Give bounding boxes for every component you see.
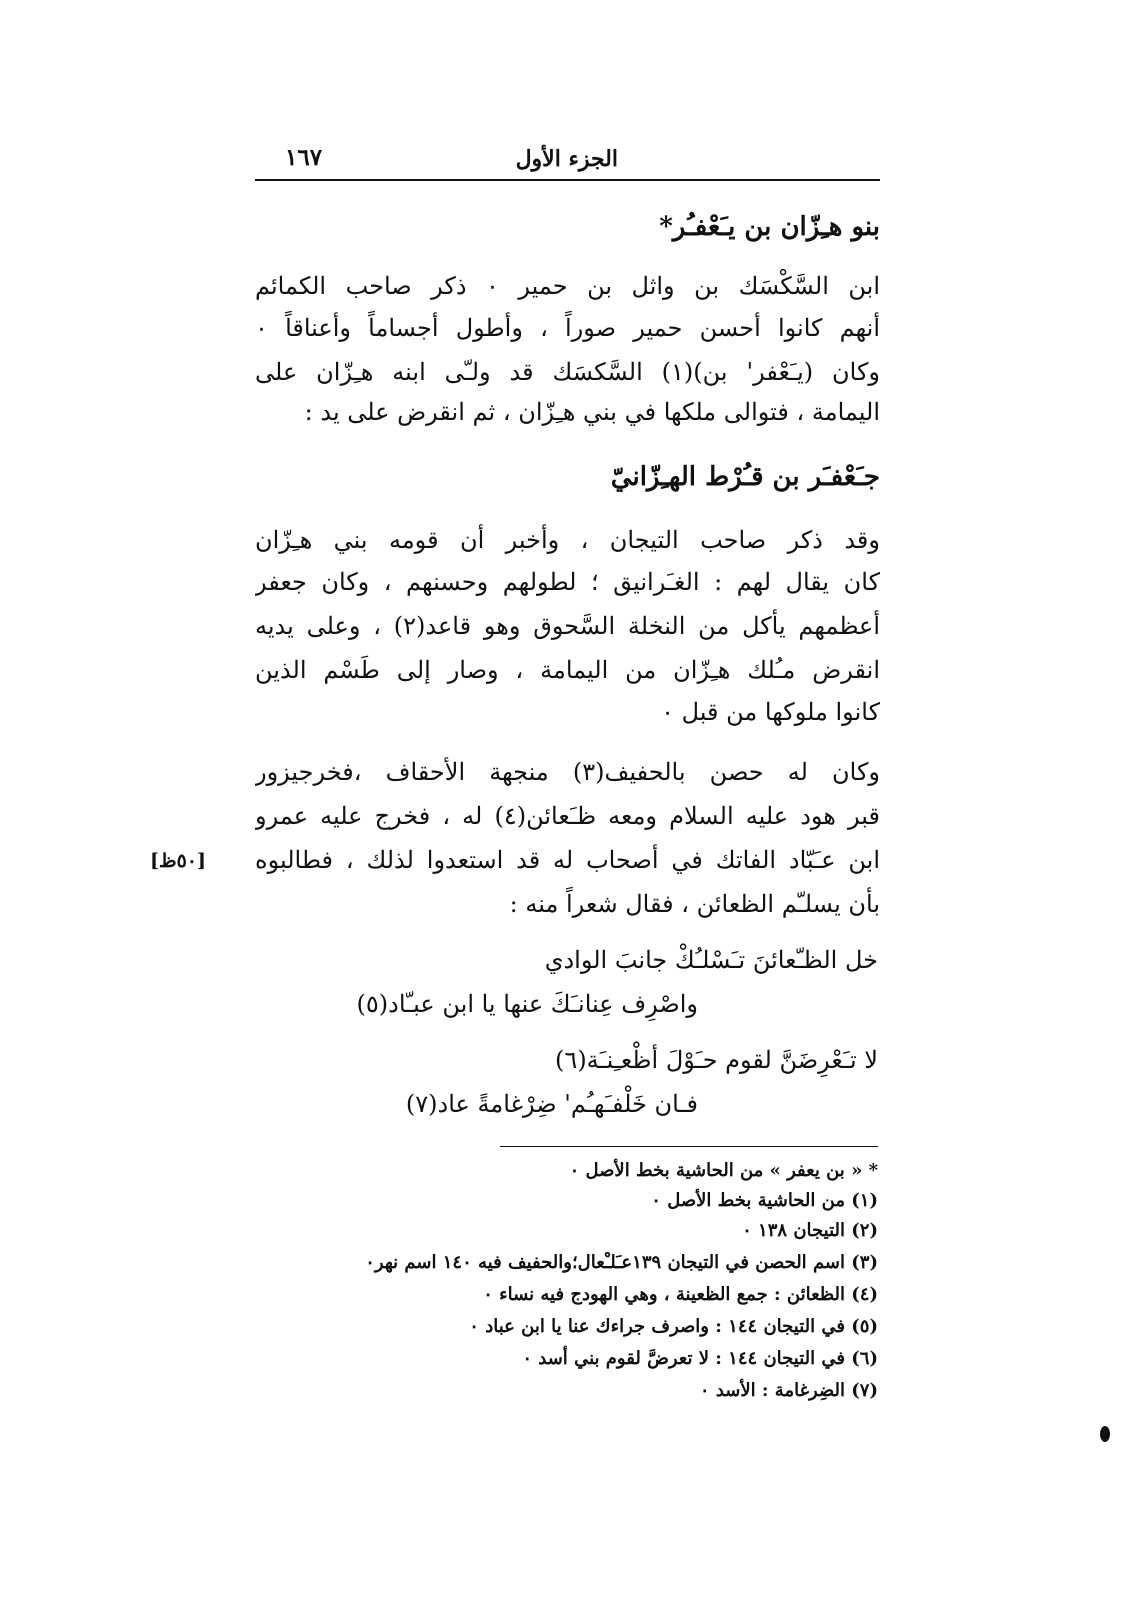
verse-line: خل الظـّعائنَ تـَسْلـُكْ جانبَ الوادي [544, 946, 878, 974]
body-line: انقرض مـُلك هـِزّان من اليمامة ، وصار إلى طَسْم الذين [255, 656, 880, 684]
body-line: وكان (يـَعْفر' بن)(١) السَّكسَك قد ولـّى ابنه هـِزّان على [255, 358, 880, 386]
body-line: بأن يسلـّم الظعائن ، فقال شعراً منه : [509, 890, 880, 918]
body-line: كانوا ملوكها من قبل ٠ [661, 698, 880, 726]
footnote: (٣) اسم الحصن في التيجان ١٣٩عـَلـْعال؛والحفيف فيه ١٤٠ اسم نهر٠ [365, 1252, 878, 1273]
footnote: (٧) الضِرغامة : الأسد ٠ [699, 1380, 878, 1401]
body-line: قبر هود عليه السلام ومعه ظـَعائن(٤) له ، فخرج عليه عمرو [255, 802, 880, 830]
page-header [255, 140, 880, 180]
footnote: (٢) التيجان ١٣٨ ٠ [742, 1220, 878, 1241]
body-line: ابن السَّكْسَك بن واثل بن حمير ٠ ذكر صاحب الكمائم [255, 272, 880, 300]
body-line: اليمامة ، فتوالى ملكها في بني هـِزّان ، ثم انقرض على يد : [304, 398, 880, 426]
header-rule [255, 179, 880, 181]
section-heading-banu-hizzan: بنو هـِزّان بن يـَعْفـُر* [659, 212, 880, 242]
scan-edge-mark [1100, 1426, 1110, 1442]
page-number: ١٦٧ [285, 144, 323, 171]
footnote: (٦) في التيجان ١٤٤ : لا تعرضَّ لقوم بني أسد ٠ [522, 1348, 878, 1369]
body-line: أعظمهم يأكل من النخلة السَّحوق وهو قاعد(٢) ، وعلى يديه [255, 612, 880, 640]
body-line: وكان له حصن بالحفيف(٣) منجهة الأحقاف ،فخرجيزور [255, 758, 880, 786]
verse-line: واصْرِف عِنانـَكَ عنها يا ابن عبـّاد(٥) [356, 990, 698, 1018]
footnote: (٥) في التيجان ١٤٤ : واصرف جراءك عنا يا ابن عباد ٠ [469, 1316, 878, 1337]
footnote: * « بن يعفر » من الحاشية بخط الأصل ٠ [569, 1160, 878, 1181]
footnote: (٤) الظعائن : جمع الظعينة ، وهي الهودج فيه نساء ٠ [483, 1284, 878, 1305]
running-head: الجزء الأول [515, 146, 618, 172]
footnote: (١) من الحاشية بخط الأصل ٠ [651, 1190, 878, 1211]
body-line: أنهم كانوا أحسن حمير صوراً ، وأطول أجساماً وأعناقاً ٠ [255, 314, 880, 342]
margin-folio-note: [٥٠ظ] [150, 850, 206, 872]
footnote-rule [500, 1146, 878, 1147]
body-line: كان يقال لهم : الغـَرانيق ؛ لطولهم وحسنهم ، وكان جعفر [255, 568, 880, 596]
verse-line: فـان خَلْفـَهـُم' ضِرْغامةً عاد(٧) [405, 1090, 698, 1118]
verse-line: لا تـَعْرِضَنَّ لقوم حـَوْلَ أظْعـِنـَة(٦) [555, 1046, 878, 1074]
body-line: ابن عـَبّاد الفاتك في أصحاب له قد استعدوا لذلك ، فطالبوه [255, 846, 880, 874]
section-heading-jafar: جـَعْفـَر بن قـُرْط الهـِزّانيّ [610, 462, 880, 492]
body-line: وقد ذكر صاحب التيجان ، وأخبر أن قومه بني هـِزّان [255, 526, 880, 554]
